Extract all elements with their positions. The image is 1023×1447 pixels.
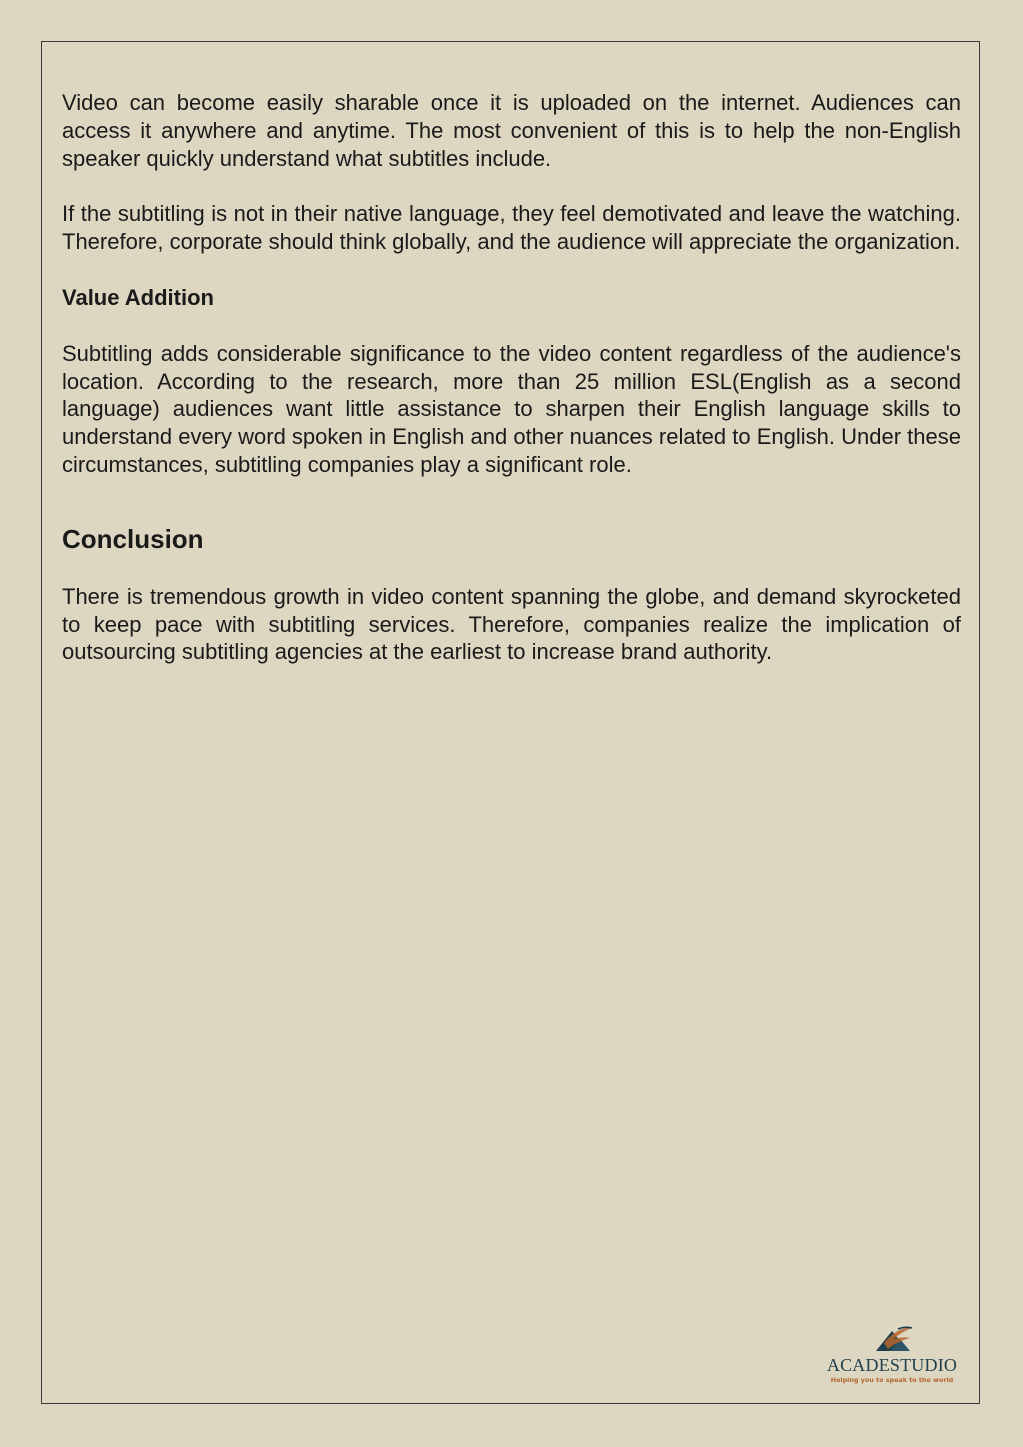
subheading-value-addition: Value Addition — [62, 284, 214, 310]
logo-name: ACADESTUDIO — [826, 1355, 958, 1375]
acadestudio-logo — [818, 1325, 966, 1387]
paragraph-intro: Video can become easily sharable once it is uploaded on the internet. Audiences can access it anywhere and anytime. The most convenient of this is to help the non-English speaker quickly understand what subtitles include. — [62, 90, 961, 171]
logo-tagline: Helping you to speak to the world — [830, 1376, 954, 1384]
paragraph-conclusion: There is tremendous growth in video content spanning the globe, and demand skyrocketed to keep pace with subtitling services. Therefore, companies realize the implication of outsourcing subtitling agencies at the earliest to increase brand authority. — [62, 583, 961, 665]
paragraph-native-language: If the subtitling is not in their native language, they feel demotivated and leave the watching. Therefore, corporate should think globally, and the audience will appreciate the organization. — [62, 201, 961, 255]
section-title-conclusion: Conclusion — [62, 523, 204, 554]
document-body — [62, 89, 961, 666]
paragraph-value-addition: Subtitling adds considerable significance to the video content regardless of the audience's location. According to the research, more than 25 million ESL(English as a second language) audiences want little assistance to sharpen their English language skills to understand every word spoken in English and other nuances related to English. Under these circumstances, subtitling companies play a significant role. — [62, 340, 961, 477]
acadestudio-mountain-icon — [870, 1325, 914, 1353]
